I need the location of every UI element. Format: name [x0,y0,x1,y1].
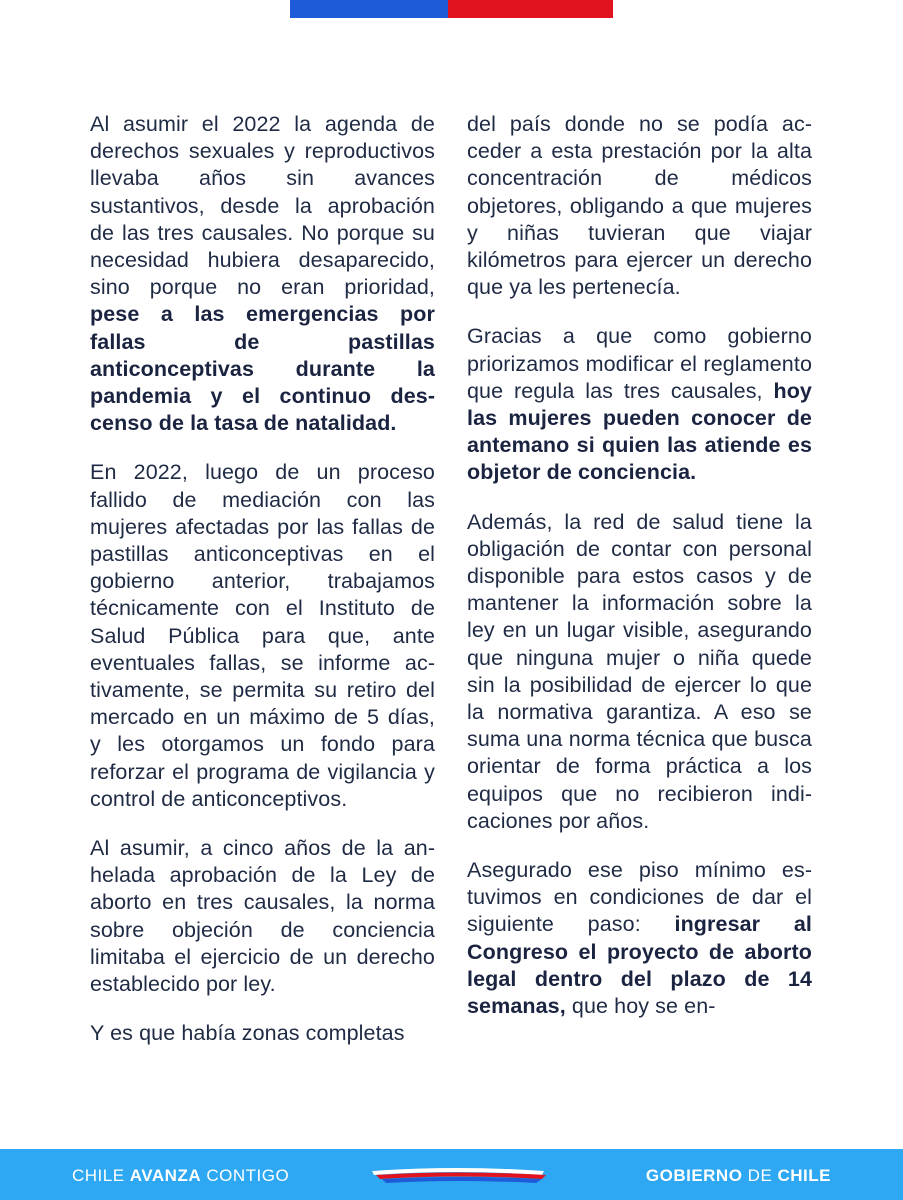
flag-blue-stripe [290,0,448,18]
paragraph-bold-text: pese a las emergencias por fallas de pastillas anticonceptivas durante la pandemia y el continuo descenso de la tasa de natalidad. [90,302,435,436]
flag-top-bar [290,0,613,18]
right-column [467,111,812,1042]
paragraph: Además, la red de salud tiene la obligación de contar con personal disponible para estos casos y de mantener la información sobre la ley en un lugar visible, asegurando que ninguna mujer o niña quede sin la posibilidad de ejercer lo que la normativa garantiza. A eso se suma una norma técnica que busca orientar de forma práctica a los equipos que no recibieron indicaciones por años. [467,509,812,833]
gov-part: DE [742,1166,778,1185]
paragraph [467,857,812,1020]
paragraph: del país donde no se podía acceder a esta prestación por la alta concentración de médicos objetores, obligando a que mujeres y niñas tuvieran que viajar kilómetros para ejercer un derecho que ya les pertenecía. [467,112,812,300]
paragraph-text: Al asumir el 2022 la agenda de derechos sexuales y reproductivos llevaba años sin avances sustantivos, desde la aprobación de las tres causales. No porque su necesidad hubiera desaparecido, sino porque no eran prioridad, [90,112,435,300]
gov-bold: CHILE [777,1166,831,1185]
left-column [90,111,435,1070]
flag-red-stripe [448,0,613,18]
gov-bold: GOBIERNO [645,1166,743,1185]
footer-government [646,1166,831,1186]
paragraph-text: Gracias a que como gobierno priorizamos modificar el reglamento que regula las tres causales, [467,324,812,403]
paragraph [467,323,812,486]
paragraph: Al asumir, a cinco años de la anhelada aprobación de la Ley de aborto en tres causales, la norma sobre objeción de conciencia limitaba el ejercicio de un derecho establecido por ley. [90,836,435,997]
paragraph: En 2022, luego de un proceso fallido de mediación con las mujeres afectadas por las fallas de pastillas anticonceptivas en el gobierno anterior, trabajamos técnicamente con el Instituto de Salud Pública para que, ante eventuales fallas, se informe activamente, se permita su retiro del mercado en un máximo de 5 días, y les otorgamos un fondo para reforzar el programa de vigilancia y control de anticonceptivos. [90,460,435,811]
footer-slogan [72,1166,289,1186]
paragraph-text: Asegurado ese piso mínimo estuvimos en condiciones de dar el siguiente paso: [467,858,812,937]
slogan-part: CONTIGO [201,1166,290,1185]
paragraph [90,111,435,437]
flag-swoosh-logo-icon [366,1163,552,1187]
paragraph-bold-text: hoy las mujeres pueden conocer de antemano si quien las atiende es objetor de conciencia. [467,378,812,485]
paragraph: Y es que había zonas completas [90,1021,405,1046]
slogan-part: CHILE [72,1166,130,1185]
slogan-bold: AVANZA [129,1166,202,1185]
paragraph-bold-text: ingresar al Congreso el proyecto de aborto legal dentro del plazo de 14 semanas, [467,912,812,1019]
footer-bar [0,1149,903,1200]
paragraph-text: que hoy se en- [565,994,716,1019]
